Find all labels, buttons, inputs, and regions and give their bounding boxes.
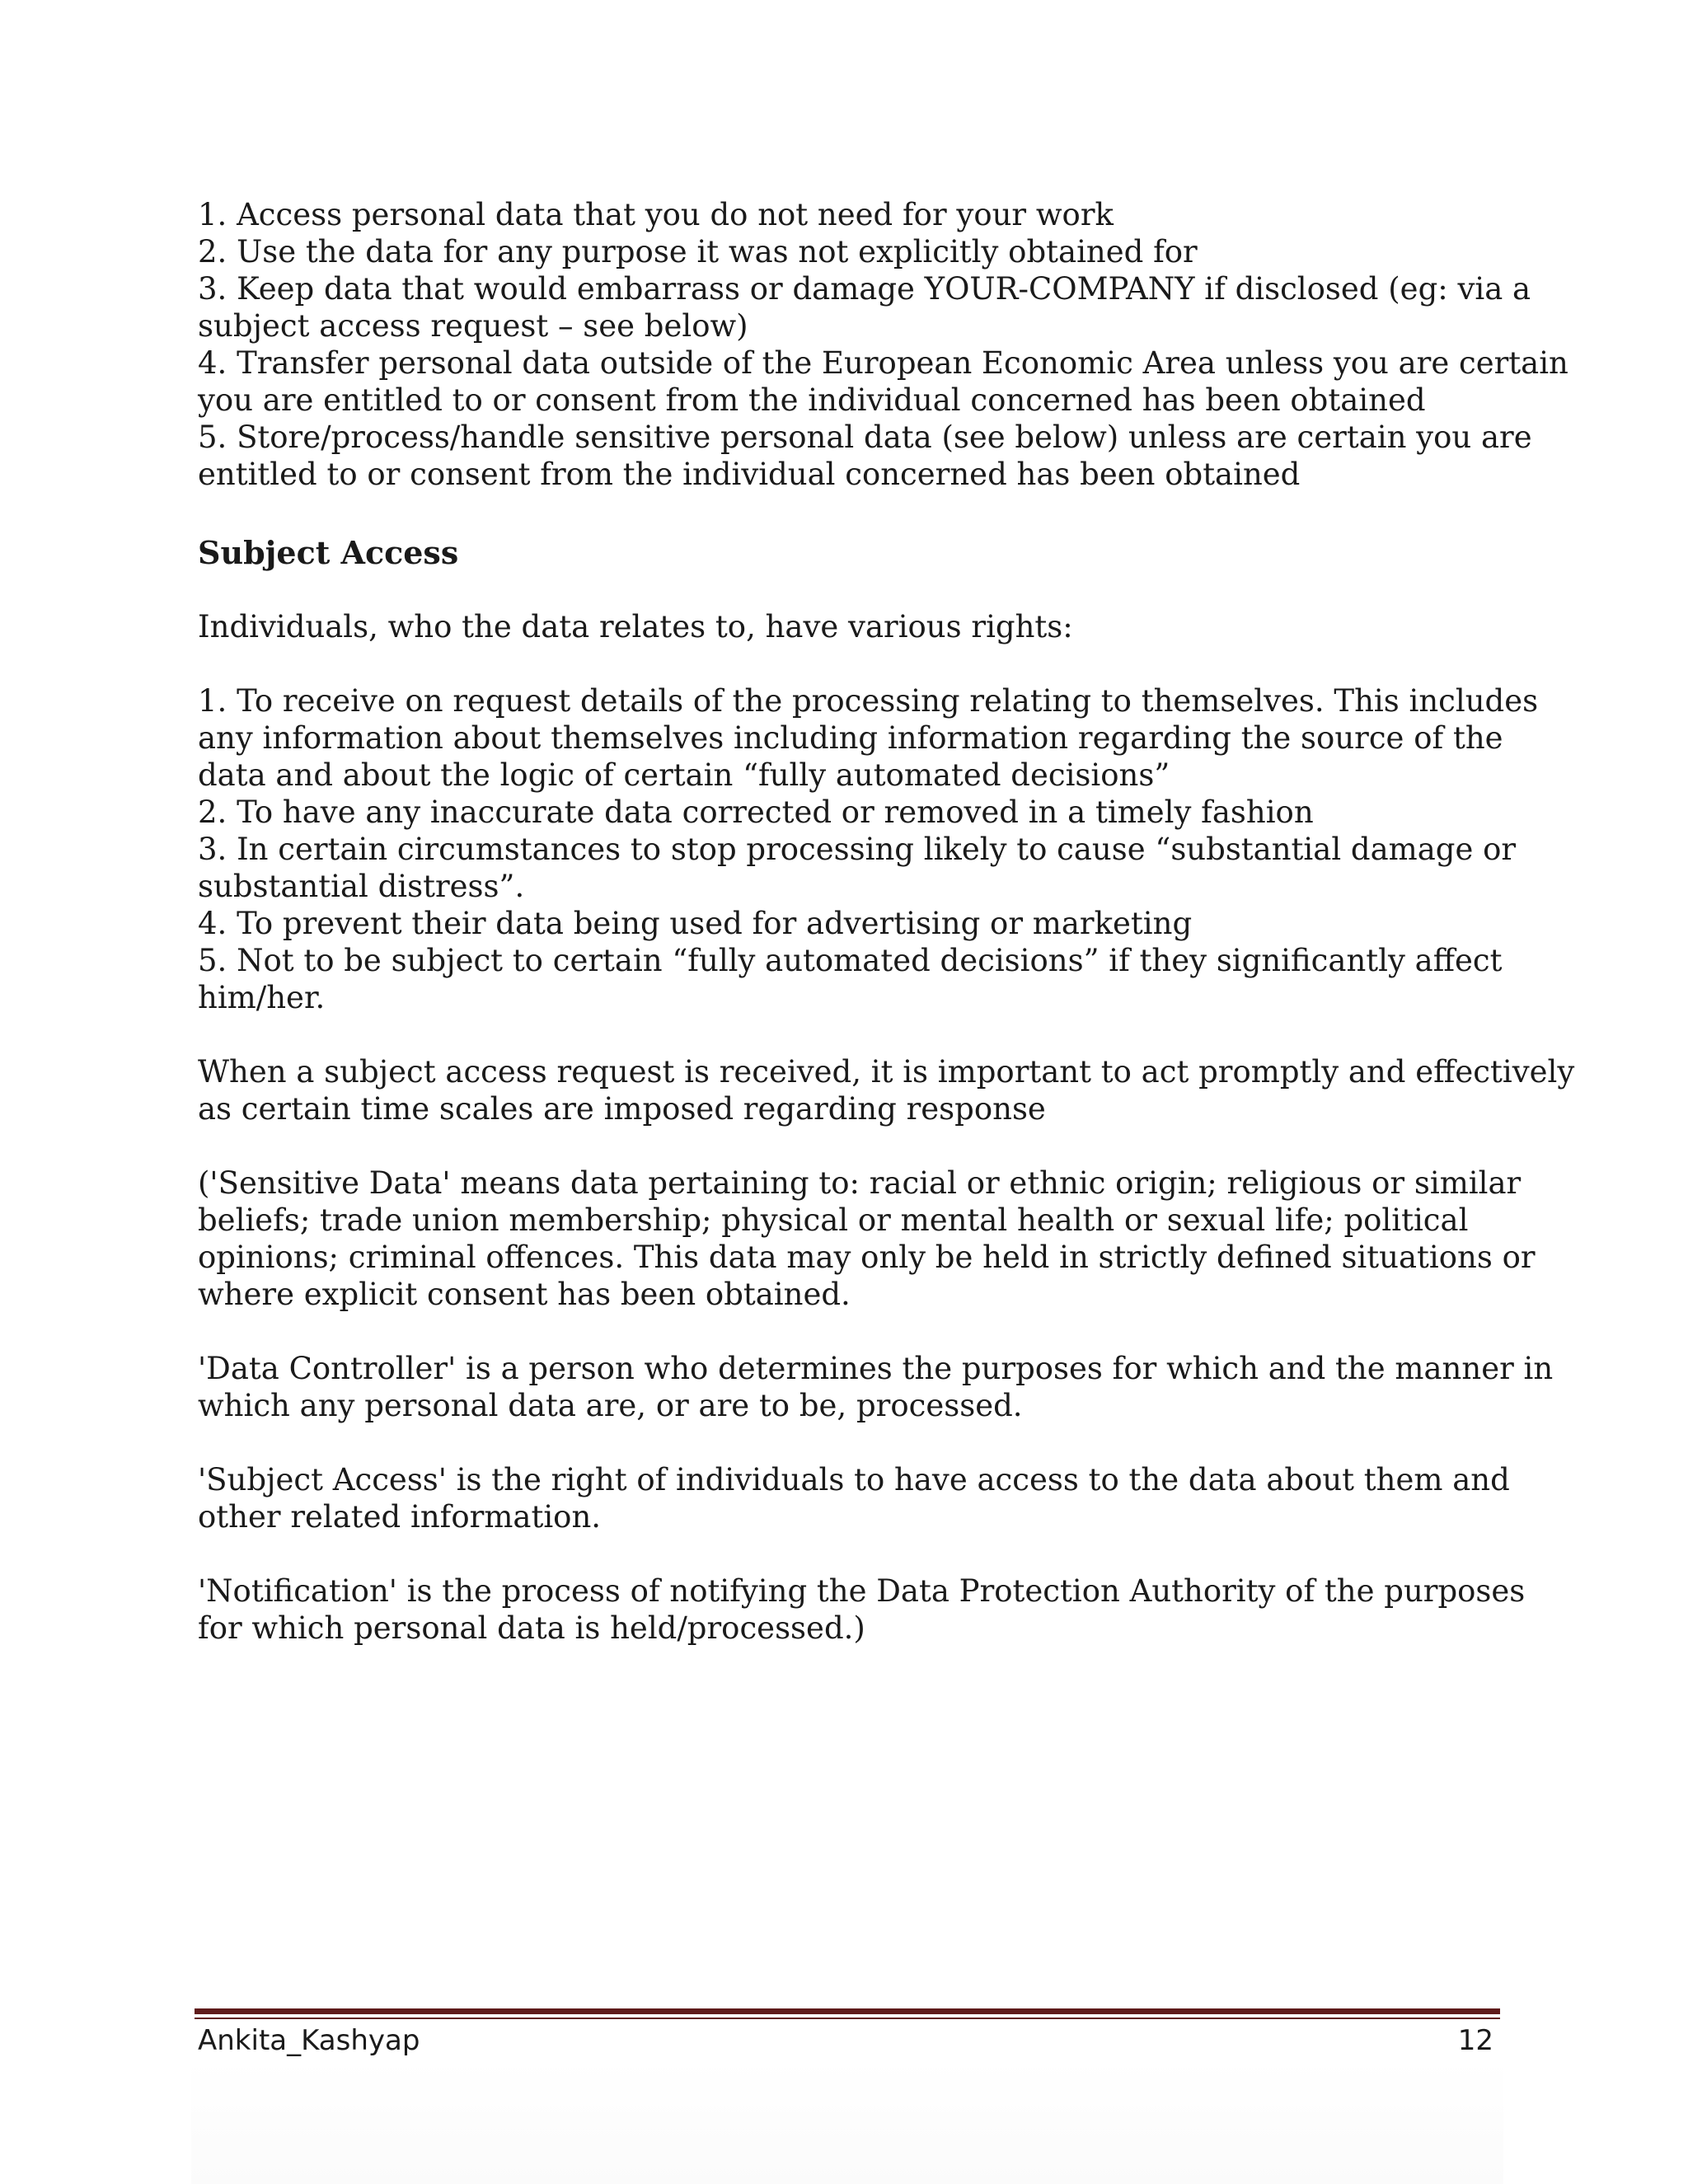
restriction-line: 5. Store/process/handle sensitive personal data (see below) unless are certain you are	[198, 419, 1532, 455]
restriction-line: entitled to or consent from the individual concerned has been obtained	[198, 457, 1301, 492]
rights-line: 5. Not to be subject to certain “fully automated decisions” if they significantly affect	[198, 943, 1503, 978]
rights-line: him/her.	[198, 980, 326, 1015]
definition-line: 'Notification' is the process of notifying the Data Protection Authority of the purposes	[198, 1573, 1526, 1609]
rights-line: data and about the logic of certain “fully automated decisions”	[198, 757, 1170, 793]
rights-line: 2. To have any inaccurate data corrected or removed in a timely fashion	[198, 794, 1314, 830]
section-heading: Subject Access	[198, 534, 459, 571]
definition-line: which any personal data are, or are to be, processed.	[198, 1388, 1023, 1423]
page-number: 12	[1457, 2024, 1493, 2057]
footer-divider	[195, 2008, 1500, 2014]
page-content	[198, 196, 1575, 1647]
rights-line: 1. To receive on request details of the processing relating to themselves. This includes	[198, 683, 1539, 719]
restriction-line: subject access request – see below)	[198, 308, 748, 344]
restriction-line: 3. Keep data that would embarrass or damage YOUR-COMPANY if disclosed (eg: via a	[198, 271, 1531, 307]
definition-data-controller	[198, 1350, 1554, 1424]
request-note-line: as certain time scales are imposed regarding response	[198, 1091, 1046, 1127]
request-note-line: When a subject access request is received, it is important to act promptly and effectively	[198, 1054, 1575, 1090]
definition-line: where explicit consent has been obtained.	[198, 1277, 851, 1312]
definition-line: beliefs; trade union membership; physical or mental health or sexual life; political	[198, 1202, 1469, 1238]
rights-line: 4. To prevent their data being used for advertising or marketing	[198, 906, 1193, 941]
restrictions-list	[198, 196, 1568, 493]
footer-author: Ankita_Kashyap	[198, 2024, 420, 2057]
definition-line: opinions; criminal offences. This data may only be held in strictly defined situations or	[198, 1240, 1536, 1275]
definition-notification	[198, 1572, 1526, 1647]
rights-list	[198, 682, 1539, 1016]
restriction-line: 1. Access personal data that you do not need for your work	[198, 197, 1114, 232]
restriction-line: 2. Use the data for any purpose it was not explicitly obtained for	[198, 234, 1198, 269]
restriction-line: 4. Transfer personal data outside of the European Economic Area unless you are certain	[198, 345, 1568, 381]
request-note	[198, 1053, 1575, 1127]
rights-line: 3. In certain circumstances to stop processing likely to cause “substantial damage or	[198, 832, 1517, 867]
rights-line: substantial distress”.	[198, 869, 525, 904]
definition-line: 'Subject Access' is the right of individuals to have access to the data about them and	[198, 1462, 1510, 1497]
definition-subject-access	[198, 1461, 1510, 1535]
definition-line: ('Sensitive Data' means data pertaining to: racial or ethnic origin; religious or similar	[198, 1165, 1522, 1201]
definition-line: for which personal data is held/processed.)	[198, 1610, 865, 1646]
footer-divider-thin	[195, 2018, 1500, 2019]
rights-line: any information about themselves including information regarding the source of the	[198, 720, 1503, 756]
definition-sensitive-data	[198, 1165, 1536, 1313]
footer-shade	[191, 2059, 1503, 2184]
definition-line: 'Data Controller' is a person who determines the purposes for which and the manner in	[198, 1351, 1554, 1386]
restriction-line: you are entitled to or consent from the individual concerned has been obtained	[198, 382, 1426, 418]
definition-line: other related information.	[198, 1499, 602, 1535]
rights-intro: Individuals, who the data relates to, have various rights:	[198, 609, 1073, 644]
